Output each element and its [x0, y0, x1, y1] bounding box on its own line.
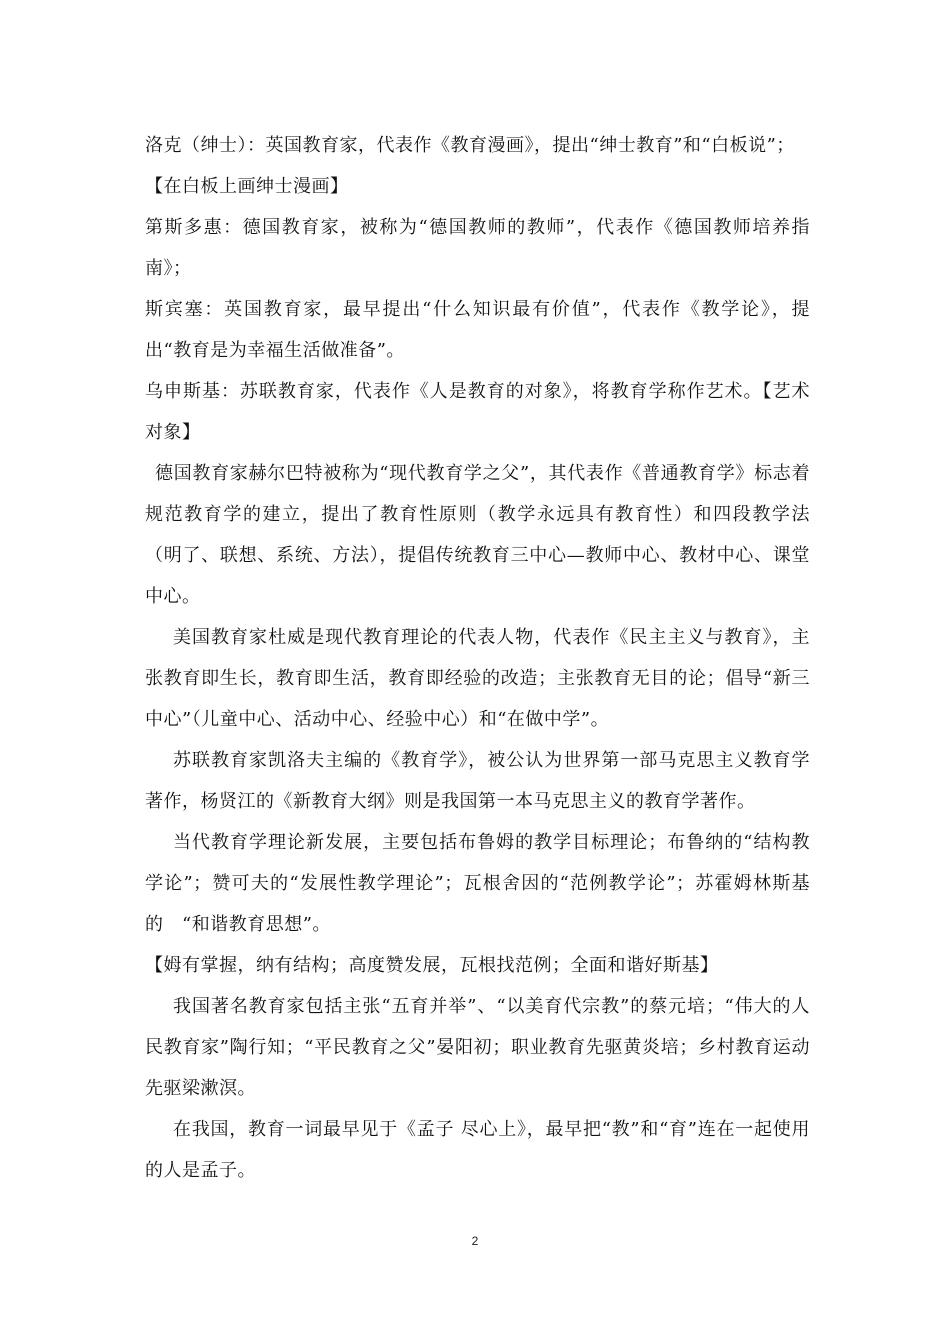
page-number: 2	[471, 1234, 479, 1248]
paragraph-dewey: 美国教育家杜威是现代教育理论的代表人物，代表作《民主主义与教育》，主张教育即生长，教育即生活，教育即经验的改造；主张教育无目的论；倡导“新三中心”（儿童中心、活动中心、经验中心）和“在做中学”。	[145, 627, 810, 730]
page-body	[145, 125, 810, 1191]
paragraph-ushinsky: 乌申斯基：苏联教育家，代表作《人是教育的对象》，将教育学称作艺术。【艺术对象】	[145, 381, 810, 443]
paragraph-chinese-educators: 我国著名教育家包括主张“五育并举”、“以美育代宗教”的蔡元培；“伟大的人民教育家”陶行知；“平民教育之父”晏阳初；职业教育先驱黄炎培；乡村教育运动先驱梁漱溟。	[145, 996, 810, 1099]
paragraph-mencius: 在我国，教育一词最早见于《孟子 尽心上》，最早把“教”和“育”连在一起使用的人是孟子。	[145, 1119, 810, 1181]
paragraph-kairov: 苏联教育家凯洛夫主编的《教育学》，被公认为世界第一部马克思主义教育学著作，杨贤江的《新教育大纲》则是我国第一本马克思主义的教育学著作。	[145, 750, 810, 812]
paragraph-mnemonic-locke: 【在白板上画绅士漫画】	[145, 176, 349, 197]
paragraph-locke: 洛克（绅士）：英国教育家，代表作《教育漫画》，提出“绅士教育”和“白板说”；	[145, 135, 795, 156]
paragraph-diesterweg: 第斯多惠：德国教育家，被称为“德国教师的教师”，代表作《德国教师培养指南》；	[145, 217, 810, 279]
paragraph-herbart: 德国教育家赫尔巴特被称为“现代教育学之父”，其代表作《普通教育学》标志着规范教育学的建立，提出了教育性原则（教学永远具有教育性）和四段教学法（明了、联想、系统、方法），提倡传统教育三中心—教师中心、教材中心、课堂中心。	[145, 463, 810, 607]
paragraph-spencer: 斯宾塞：英国教育家，最早提出“什么知识最有价值”，代表作《教学论》，提出“教育是为幸福生活做准备”。	[145, 299, 810, 361]
paragraph-mnemonic-theories: 【姆有掌握，纳有结构；高度赞发展，瓦根找范例；全面和谐好斯基】	[145, 955, 719, 976]
paragraph-contemporary-theories: 当代教育学理论新发展，主要包括布鲁姆的教学目标理论；布鲁纳的“结构教学论”；赞可夫的“发展性教学理论”；瓦根舍因的“范例教学论”；苏霍姆林斯基的 “和谐教育思想”。	[145, 832, 810, 935]
